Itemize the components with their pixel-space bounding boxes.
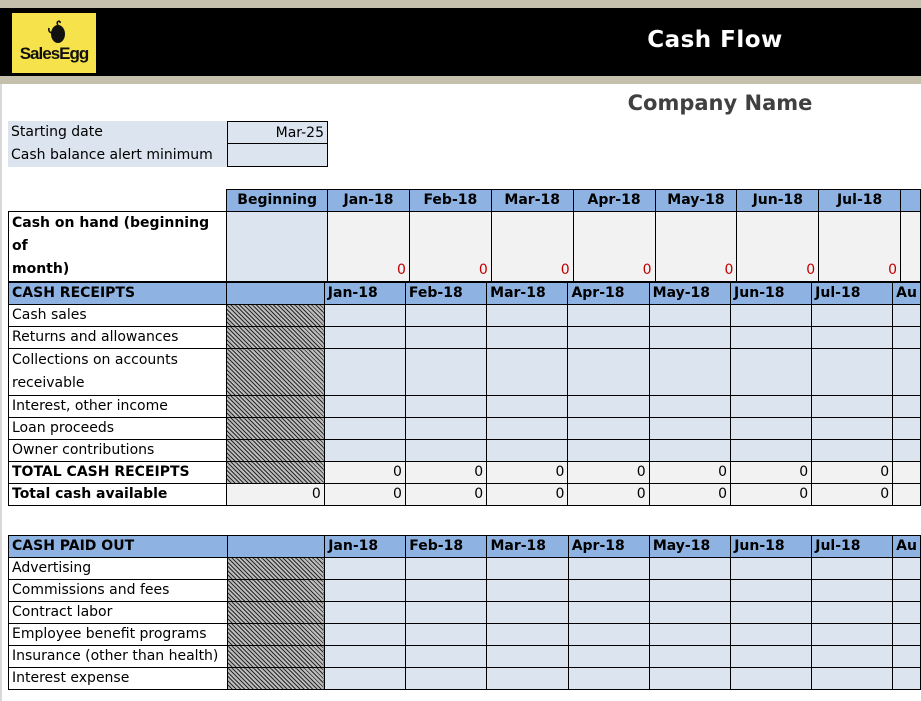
- input-cell[interactable]: [731, 624, 812, 646]
- input-cell[interactable]: [649, 580, 730, 602]
- cash-on-hand-cell-partial[interactable]: [901, 212, 921, 282]
- input-cell[interactable]: [812, 580, 893, 602]
- input-cell[interactable]: [893, 396, 921, 418]
- input-cell[interactable]: [731, 418, 812, 440]
- input-cell[interactable]: [406, 580, 487, 602]
- input-cell[interactable]: [649, 558, 730, 580]
- input-cell[interactable]: [487, 418, 568, 440]
- input-cell[interactable]: [568, 624, 649, 646]
- month-header: Jan-18: [328, 190, 410, 212]
- row-label-owner: Owner contributions: [9, 440, 227, 462]
- available-cell[interactable]: 0: [324, 484, 405, 506]
- hatched-cell: [226, 327, 324, 349]
- month-header: Feb-18: [406, 536, 487, 558]
- total-cell-partial[interactable]: [893, 462, 921, 484]
- starting-date-label: Starting date: [8, 121, 227, 144]
- hatched-cell: [227, 624, 324, 646]
- input-cell[interactable]: [893, 349, 921, 396]
- input-cell[interactable]: [893, 580, 921, 602]
- input-cell[interactable]: [893, 602, 921, 624]
- month-header: Jun-18: [731, 536, 812, 558]
- input-cell[interactable]: [487, 305, 568, 327]
- input-cell[interactable]: [731, 305, 812, 327]
- row-label-collections: Collections on accounts receivable: [9, 349, 227, 396]
- month-header: Mar-18: [487, 283, 568, 305]
- input-cell[interactable]: [405, 327, 486, 349]
- input-cell[interactable]: [649, 668, 730, 690]
- cash-on-hand-label-line1: Cash on hand (beginning of: [12, 215, 210, 254]
- input-cell[interactable]: [406, 602, 487, 624]
- hatched-cell: [226, 305, 324, 327]
- hatched-cell: [226, 349, 324, 396]
- input-cell[interactable]: [812, 624, 893, 646]
- table-row: [9, 327, 921, 349]
- company-name: Company Name: [627, 91, 813, 115]
- row-label-interest: Interest, other income: [9, 396, 227, 418]
- starting-date-input[interactable]: Mar-25: [227, 121, 328, 144]
- input-cell[interactable]: [487, 349, 568, 396]
- cash-on-hand-cell[interactable]: 0: [328, 212, 410, 282]
- input-cell[interactable]: [325, 580, 406, 602]
- input-cell[interactable]: [405, 396, 486, 418]
- input-cell[interactable]: [406, 558, 487, 580]
- input-cell[interactable]: [487, 396, 568, 418]
- input-cell[interactable]: [568, 305, 649, 327]
- input-cell[interactable]: [325, 602, 406, 624]
- table-row: [9, 558, 921, 580]
- input-cell[interactable]: [812, 305, 893, 327]
- month-header: Mar-18: [487, 536, 568, 558]
- logo-text: SalesEgg: [19, 44, 89, 63]
- total-cell[interactable]: 0: [731, 462, 812, 484]
- cash-on-hand-cell[interactable]: 0: [491, 212, 573, 282]
- input-cell[interactable]: [487, 327, 568, 349]
- input-cell[interactable]: [324, 418, 405, 440]
- month-header: Apr-18: [568, 283, 649, 305]
- cash-on-hand-cell[interactable]: 0: [655, 212, 737, 282]
- hatched-cell: [226, 440, 324, 462]
- table-row: [9, 580, 921, 602]
- table-row: [9, 418, 921, 440]
- month-header: May-18: [649, 536, 730, 558]
- input-cell[interactable]: [812, 440, 893, 462]
- table-row: [9, 396, 921, 418]
- table-row: [9, 668, 921, 690]
- total-available-label: Total cash available: [9, 484, 227, 506]
- input-cell[interactable]: [568, 327, 649, 349]
- input-cell[interactable]: [893, 668, 921, 690]
- input-cell[interactable]: [568, 668, 649, 690]
- month-header: Feb-18: [405, 283, 486, 305]
- input-cell[interactable]: [405, 440, 486, 462]
- cash-on-hand-cell[interactable]: 0: [409, 212, 491, 282]
- available-cell[interactable]: 0: [649, 484, 730, 506]
- input-cell[interactable]: [893, 418, 921, 440]
- cash-paid-out-header: CASH PAID OUT: [9, 536, 228, 558]
- month-header: Mar-18: [491, 190, 573, 212]
- table-row: [9, 349, 921, 396]
- input-cell[interactable]: [487, 646, 568, 668]
- input-cell[interactable]: [812, 327, 893, 349]
- row-label-benefits: Employee benefit programs: [9, 624, 228, 646]
- row-label-interest-expense: Interest expense: [9, 668, 228, 690]
- available-cell[interactable]: 0: [405, 484, 486, 506]
- row-label-returns: Returns and allowances: [9, 327, 227, 349]
- table-row: [9, 624, 921, 646]
- logo: [12, 13, 96, 73]
- table-row: [9, 602, 921, 624]
- sheet-edge: [0, 84, 2, 701]
- input-cell[interactable]: [731, 327, 812, 349]
- month-header: Jul-18: [819, 190, 901, 212]
- month-header: Jul-18: [812, 283, 893, 305]
- input-cell[interactable]: [731, 580, 812, 602]
- header-blank: [227, 536, 324, 558]
- input-cell[interactable]: [731, 349, 812, 396]
- input-cell[interactable]: [812, 418, 893, 440]
- month-header: Jun-18: [731, 283, 812, 305]
- input-cell[interactable]: [649, 349, 730, 396]
- total-cell[interactable]: 0: [568, 462, 649, 484]
- cash-on-hand-label: [9, 212, 227, 282]
- input-cell[interactable]: [893, 624, 921, 646]
- input-cell[interactable]: [812, 602, 893, 624]
- beginning-header: Beginning: [227, 190, 328, 212]
- month-header: May-18: [649, 283, 730, 305]
- month-header-partial: [901, 190, 921, 212]
- input-cell[interactable]: [406, 624, 487, 646]
- total-cell[interactable]: 0: [405, 462, 486, 484]
- input-cell[interactable]: [731, 602, 812, 624]
- input-cell[interactable]: [406, 646, 487, 668]
- input-cell[interactable]: [325, 668, 406, 690]
- input-cell[interactable]: [487, 440, 568, 462]
- alert-minimum-label: Cash balance alert minimum: [8, 144, 227, 167]
- hatched-cell: [226, 396, 324, 418]
- cash-on-hand-label-line2: month): [12, 261, 70, 277]
- input-cell[interactable]: [324, 327, 405, 349]
- input-cell[interactable]: [568, 558, 649, 580]
- input-cell[interactable]: [324, 349, 405, 396]
- egg-icon: [48, 19, 68, 45]
- total-cell[interactable]: 0: [324, 462, 405, 484]
- table-row: [9, 646, 921, 668]
- total-row: [9, 462, 921, 484]
- input-cell[interactable]: [649, 624, 730, 646]
- hatched-cell: [227, 558, 324, 580]
- input-cell[interactable]: [812, 396, 893, 418]
- input-cell[interactable]: [649, 396, 730, 418]
- cash-paid-out-table: [8, 535, 921, 690]
- input-cell[interactable]: [324, 305, 405, 327]
- hatched-cell: [227, 646, 324, 668]
- input-cell[interactable]: [649, 418, 730, 440]
- month-header-partial: Au: [893, 536, 921, 558]
- input-cell[interactable]: [649, 602, 730, 624]
- month-header: Jan-18: [324, 283, 405, 305]
- hatched-cell: [227, 580, 324, 602]
- cash-receipts-header: CASH RECEIPTS: [9, 283, 227, 305]
- input-cell[interactable]: [893, 646, 921, 668]
- input-cell[interactable]: [893, 327, 921, 349]
- beginning-cash-input[interactable]: [227, 212, 328, 282]
- blank-cell: [9, 190, 227, 212]
- table-row: [9, 305, 921, 327]
- input-cell[interactable]: [731, 668, 812, 690]
- row-label-cash-sales: Cash sales: [9, 305, 227, 327]
- input-cell[interactable]: [731, 396, 812, 418]
- table-row: [9, 440, 921, 462]
- input-cell[interactable]: [812, 558, 893, 580]
- row-label-loan: Loan proceeds: [9, 418, 227, 440]
- month-header: Jun-18: [737, 190, 819, 212]
- month-header-partial: Au: [893, 283, 921, 305]
- total-cell[interactable]: 0: [487, 462, 568, 484]
- input-cell[interactable]: [405, 418, 486, 440]
- input-cell[interactable]: [568, 440, 649, 462]
- input-cell[interactable]: [325, 558, 406, 580]
- input-cell[interactable]: [568, 580, 649, 602]
- input-cell[interactable]: [731, 440, 812, 462]
- input-cell[interactable]: [568, 349, 649, 396]
- available-cell[interactable]: 0: [812, 484, 893, 506]
- cash-on-hand-table: [8, 189, 921, 282]
- input-cell[interactable]: [568, 418, 649, 440]
- cash-on-hand-cell[interactable]: 0: [573, 212, 655, 282]
- header-blank: [226, 283, 324, 305]
- available-cell[interactable]: 0: [568, 484, 649, 506]
- input-cell[interactable]: [649, 440, 730, 462]
- available-cell-partial[interactable]: [893, 484, 921, 506]
- input-cell[interactable]: [325, 624, 406, 646]
- available-cell[interactable]: 0: [487, 484, 568, 506]
- available-beginning-cell[interactable]: 0: [226, 484, 324, 506]
- hatched-cell: [226, 418, 324, 440]
- row-label-insurance: Insurance (other than health): [9, 646, 228, 668]
- input-cell[interactable]: [487, 580, 568, 602]
- total-receipts-label: TOTAL CASH RECEIPTS: [9, 462, 227, 484]
- input-cell[interactable]: [893, 440, 921, 462]
- input-cell[interactable]: [324, 396, 405, 418]
- cash-on-hand-cell[interactable]: 0: [737, 212, 819, 282]
- cash-on-hand-cell[interactable]: 0: [819, 212, 901, 282]
- input-cell[interactable]: [568, 396, 649, 418]
- hatched-cell: [227, 602, 324, 624]
- month-header: Feb-18: [409, 190, 491, 212]
- total-cell[interactable]: 0: [649, 462, 730, 484]
- input-cell[interactable]: [324, 440, 405, 462]
- cash-receipts-table: [8, 282, 921, 506]
- input-cell[interactable]: [812, 668, 893, 690]
- month-header: May-18: [655, 190, 737, 212]
- month-header: Apr-18: [568, 536, 649, 558]
- input-cell[interactable]: [568, 646, 649, 668]
- input-cell[interactable]: [649, 305, 730, 327]
- input-cell[interactable]: [405, 305, 486, 327]
- input-cell[interactable]: [893, 305, 921, 327]
- alert-minimum-input[interactable]: [227, 144, 328, 167]
- input-cell[interactable]: [487, 602, 568, 624]
- input-cell[interactable]: [893, 558, 921, 580]
- input-cell[interactable]: [812, 349, 893, 396]
- input-cell[interactable]: [405, 349, 486, 396]
- input-cell[interactable]: [731, 558, 812, 580]
- month-header: Apr-18: [573, 190, 655, 212]
- hatched-cell: [227, 668, 324, 690]
- month-header: Jul-18: [812, 536, 893, 558]
- input-cell[interactable]: [812, 646, 893, 668]
- input-cell[interactable]: [487, 668, 568, 690]
- input-cell[interactable]: [649, 327, 730, 349]
- input-cell[interactable]: [487, 558, 568, 580]
- input-cell[interactable]: [325, 646, 406, 668]
- input-cell[interactable]: [406, 668, 487, 690]
- input-cell[interactable]: [731, 646, 812, 668]
- hatched-cell: [226, 462, 324, 484]
- input-cell[interactable]: [568, 602, 649, 624]
- input-cell[interactable]: [649, 646, 730, 668]
- available-cell[interactable]: 0: [731, 484, 812, 506]
- page-title: Cash Flow: [647, 27, 783, 53]
- month-header: Jan-18: [325, 536, 406, 558]
- row-label-advertising: Advertising: [9, 558, 228, 580]
- total-cell[interactable]: 0: [812, 462, 893, 484]
- input-cell[interactable]: [487, 624, 568, 646]
- row-label-commissions: Commissions and fees: [9, 580, 228, 602]
- total-row: [9, 484, 921, 506]
- row-label-contract-labor: Contract labor: [9, 602, 228, 624]
